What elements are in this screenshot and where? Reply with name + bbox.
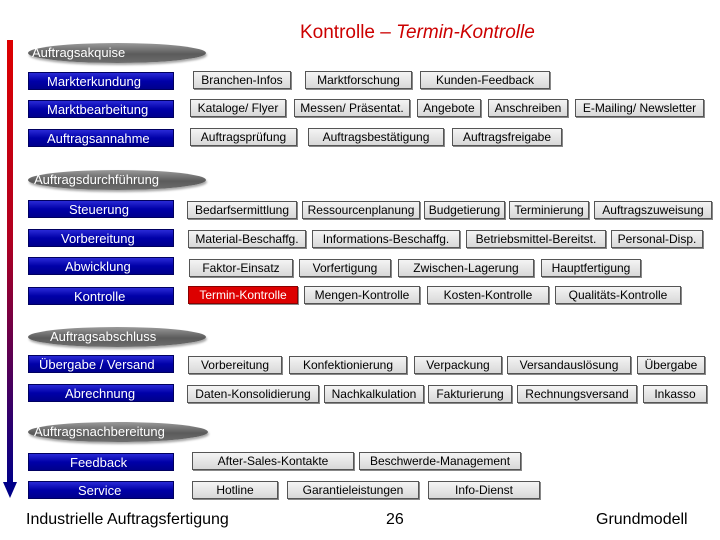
process-arrow-icon xyxy=(0,38,20,500)
row-label-markterkundung[interactable] xyxy=(28,72,174,90)
item-zwischen-lagerung[interactable]: Zwischen-Lagerung xyxy=(398,259,534,277)
item-vorbereitung[interactable]: Vorbereitung xyxy=(188,356,282,374)
page-number: 26 xyxy=(386,511,404,528)
item-vorfertigung[interactable]: Vorfertigung xyxy=(299,259,391,277)
item-hauptfertigung[interactable]: Hauptfertigung xyxy=(541,259,641,277)
row-label-text: Markterkundung xyxy=(47,74,141,89)
item-ressourcenplanung[interactable]: Ressourcenplanung xyxy=(302,201,420,219)
row-label-service[interactable] xyxy=(28,481,174,499)
row-label-text: Auftragsannahme xyxy=(47,131,150,146)
item-qualitaets-kontrolle[interactable]: Qualitäts-Kontrolle xyxy=(555,286,681,304)
item-verpackung[interactable]: Verpackung xyxy=(414,356,502,374)
row-label-text: Steuerung xyxy=(69,202,129,217)
item-kataloge-flyer[interactable]: Kataloge/ Flyer xyxy=(190,99,286,117)
title-main: Kontrolle – xyxy=(300,22,397,43)
item-inkasso[interactable]: Inkasso xyxy=(643,385,707,403)
item-kunden-feedback[interactable]: Kunden-Feedback xyxy=(420,71,550,89)
item-bedarfsermittlung[interactable]: Bedarfsermittlung xyxy=(187,201,297,219)
item-rechnungsversand[interactable]: Rechnungsversand xyxy=(517,385,637,403)
item-nachkalkulation[interactable]: Nachkalkulation xyxy=(324,385,424,403)
item-terminierung[interactable]: Terminierung xyxy=(509,201,589,219)
item-material-beschaffg[interactable]: Material-Beschaffg. xyxy=(188,230,306,248)
phase-auftragsakquise xyxy=(28,43,206,63)
row-label-text: Marktbearbeitung xyxy=(47,102,149,117)
row-label-text: Abwicklung xyxy=(65,259,131,274)
row-label-uebergabe-versand[interactable] xyxy=(28,355,174,373)
item-versandausloesung[interactable]: Versandauslösung xyxy=(507,356,631,374)
row-label-auftragsannahme[interactable] xyxy=(28,129,174,147)
row-label-text: Übergabe / Versand xyxy=(39,357,155,372)
item-konfektionierung[interactable]: Konfektionierung xyxy=(289,356,407,374)
arrow-head xyxy=(3,482,17,498)
item-marktforschung[interactable]: Marktforschung xyxy=(305,71,412,89)
item-budgetierung[interactable]: Budgetierung xyxy=(424,201,505,219)
item-beschwerde-management[interactable]: Beschwerde-Management xyxy=(359,452,521,470)
row-label-steuerung[interactable] xyxy=(28,200,174,218)
process-arrow xyxy=(0,38,20,500)
item-auftragsfreigabe[interactable]: Auftragsfreigabe xyxy=(452,128,562,146)
row-label-abrechnung[interactable] xyxy=(28,384,174,402)
row-label-text: Kontrolle xyxy=(74,289,126,304)
item-fakturierung[interactable]: Fakturierung xyxy=(428,385,512,403)
phase-auftragsabschluss xyxy=(28,327,206,347)
footer-left: Industrielle Auftragsfertigung xyxy=(26,511,229,528)
item-after-sales-kontakte[interactable]: After-Sales-Kontakte xyxy=(192,452,354,470)
item-uebergabe[interactable]: Übergabe xyxy=(637,356,705,374)
phase-label: Auftragsabschluss xyxy=(50,329,157,344)
row-label-text: Service xyxy=(78,483,122,498)
page-title xyxy=(300,22,720,44)
item-auftragspruefung[interactable]: Auftragsprüfung xyxy=(190,128,297,146)
phase-label: Auftragsdurchführung xyxy=(34,172,160,187)
footer-right: Grundmodell xyxy=(596,511,688,528)
item-anschreiben[interactable]: Anschreiben xyxy=(488,99,568,117)
item-kosten-kontrolle[interactable]: Kosten-Kontrolle xyxy=(427,286,549,304)
row-label-feedback[interactable] xyxy=(28,453,174,471)
item-daten-konsolidierung[interactable]: Daten-Konsolidierung xyxy=(187,385,319,403)
item-info-dienst[interactable]: Info-Dienst xyxy=(428,481,540,499)
item-informations-beschaffg[interactable]: Informations-Beschaffg. xyxy=(312,230,460,248)
item-hotline[interactable]: Hotline xyxy=(192,481,278,499)
phase-label: Auftragsnachbereitung xyxy=(34,424,165,439)
item-messen-praesentat[interactable]: Messen/ Präsentat. xyxy=(294,99,410,117)
row-label-abwicklung[interactable] xyxy=(28,257,174,275)
item-termin-kontrolle-active[interactable]: Termin-Kontrolle xyxy=(188,286,298,304)
arrow-shaft xyxy=(7,40,13,484)
item-mengen-kontrolle[interactable]: Mengen-Kontrolle xyxy=(304,286,420,304)
item-e-mailing-newsletter[interactable]: E-Mailing/ Newsletter xyxy=(575,99,704,117)
phase-label: Auftragsakquise xyxy=(32,45,126,60)
title-italic: Termin-Kontrolle xyxy=(396,22,535,43)
item-garantieleistungen[interactable]: Garantieleistungen xyxy=(287,481,419,499)
phase-auftragsnachbereitung xyxy=(28,422,208,442)
item-auftragsbestaetigung[interactable]: Auftragsbestätigung xyxy=(308,128,444,146)
item-branchen-infos[interactable]: Branchen-Infos xyxy=(193,71,291,89)
item-faktor-einsatz[interactable]: Faktor-Einsatz xyxy=(189,259,293,277)
item-angebote[interactable]: Angebote xyxy=(417,99,481,117)
item-betriebsmittel-bereitst[interactable]: Betriebsmittel-Bereitst. xyxy=(466,230,606,248)
phase-auftragsdurchfuehrung xyxy=(28,170,206,190)
row-label-text: Abrechnung xyxy=(65,386,136,401)
row-label-marktbearbeitung[interactable] xyxy=(28,100,174,118)
item-auftragszuweisung[interactable]: Auftragszuweisung xyxy=(594,201,712,219)
row-label-kontrolle[interactable] xyxy=(28,287,174,305)
row-label-text: Feedback xyxy=(70,455,128,470)
row-label-text: Vorbereitung xyxy=(61,231,135,246)
row-label-vorbereitung[interactable] xyxy=(28,229,174,247)
item-personal-disp[interactable]: Personal-Disp. xyxy=(611,230,703,248)
